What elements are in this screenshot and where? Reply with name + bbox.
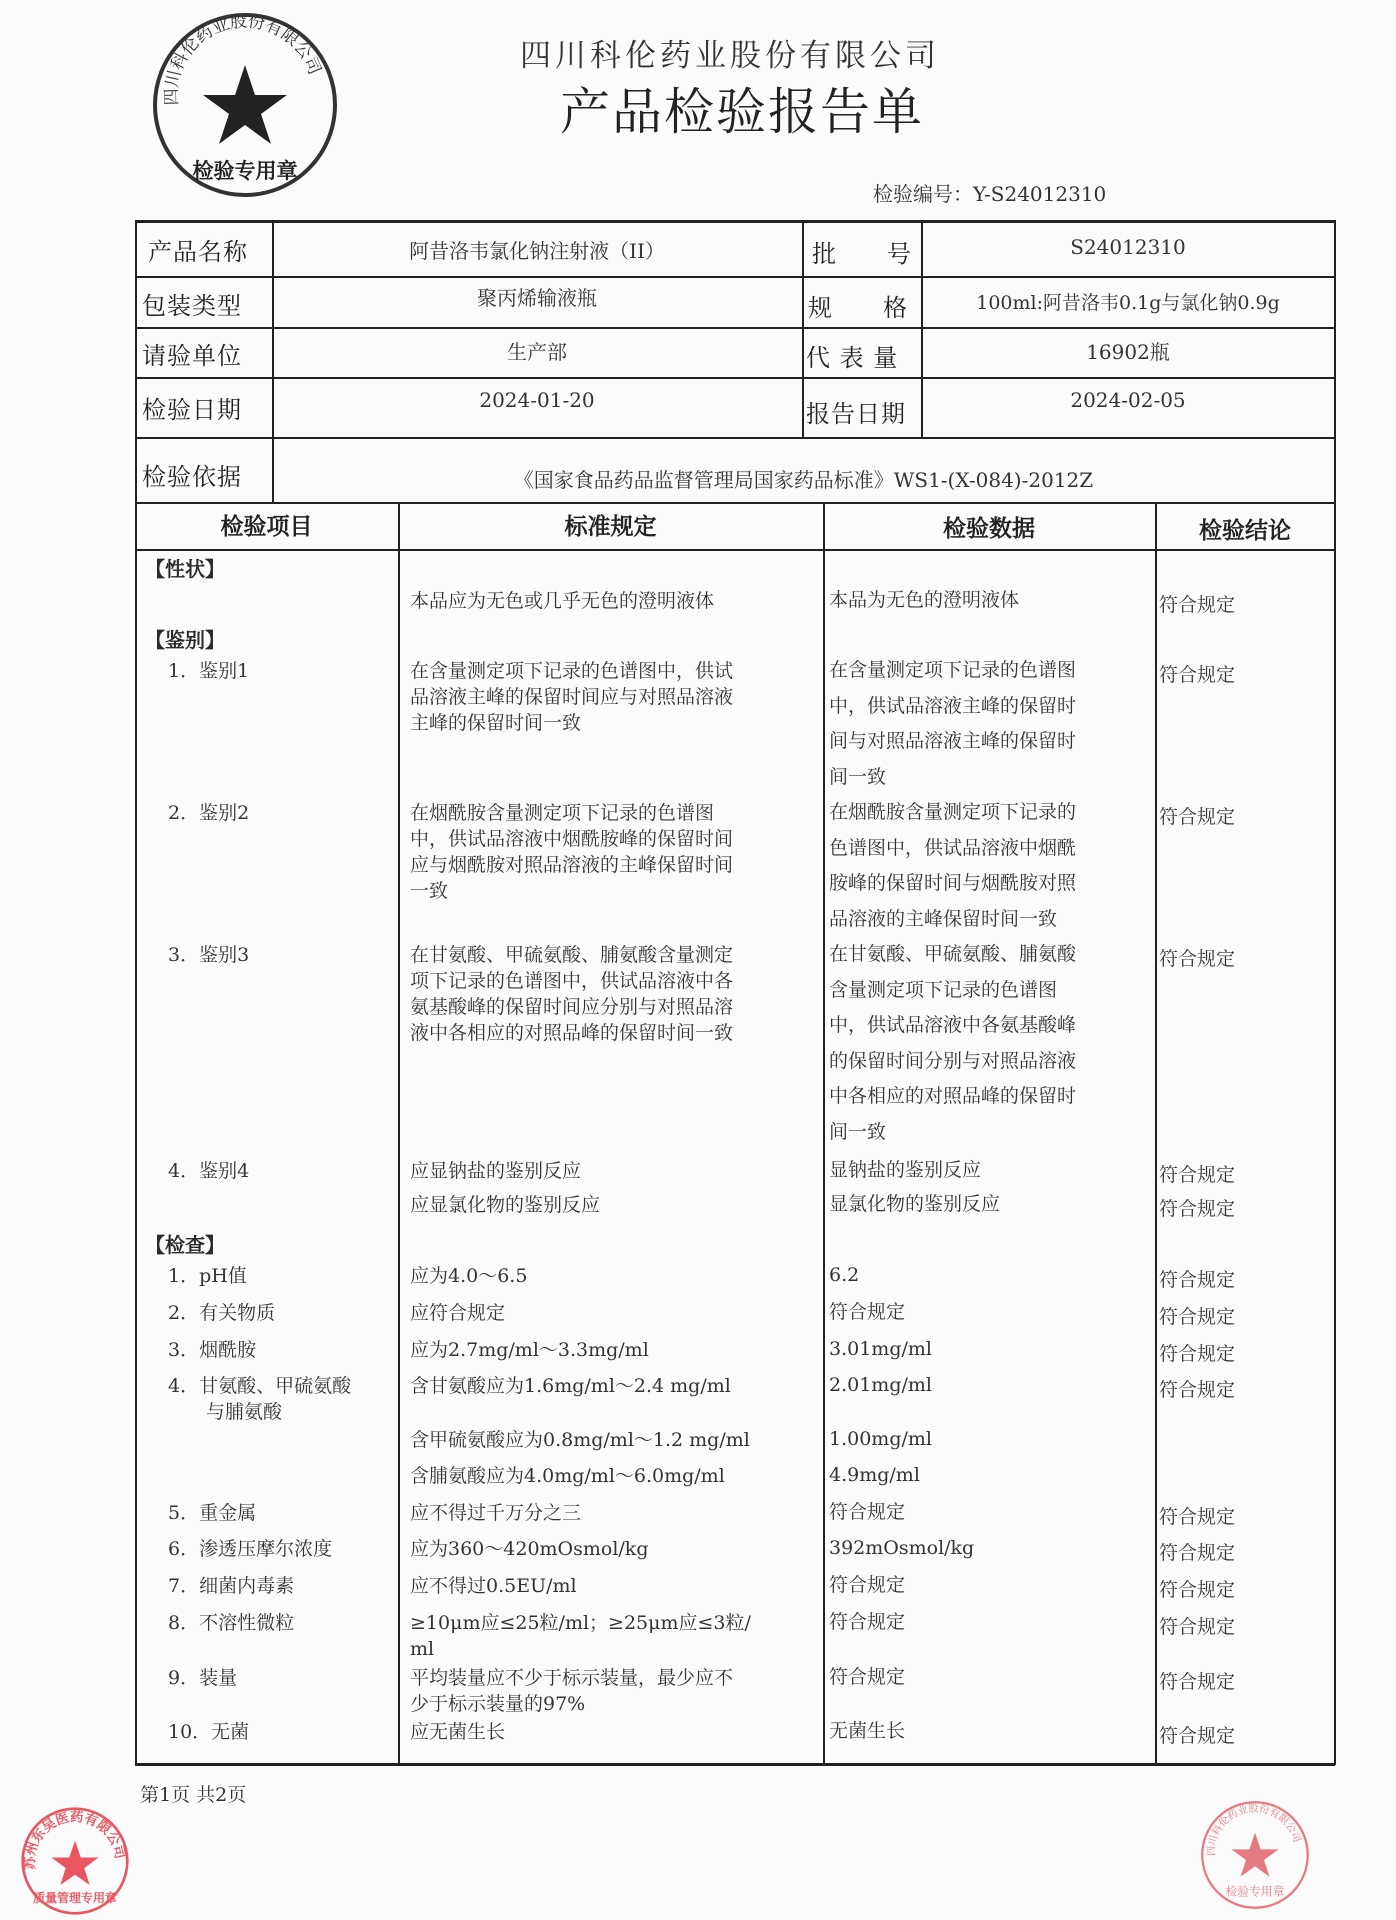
specification: 100ml:阿昔洛韦0.1g与氯化钠0.9g xyxy=(976,292,1280,314)
conclusion: 符合规定 xyxy=(1159,1379,1236,1401)
data-line: 的保留时间分别与对照品溶液 xyxy=(829,1049,1077,1072)
data-line: 显钠盐的鉴别反应 xyxy=(829,1159,982,1181)
conclusion: 符合规定 xyxy=(1159,806,1236,828)
conclusion: 符合规定 xyxy=(1159,1579,1236,1601)
test-data xyxy=(829,583,1019,619)
standard-line: 主峰的保留时间一致 xyxy=(410,712,582,734)
quantity-label: 代 表 量 xyxy=(806,344,899,372)
report-date-label: 报告日期 xyxy=(806,400,906,428)
data-line: 色谱图中，供试品溶液中烟酰 xyxy=(829,836,1077,859)
data-line: 在甘氨酸、甲硫氨酸、脯氨酸 xyxy=(829,943,1077,965)
standard-line: 少于标示装量的97% xyxy=(410,1693,586,1715)
data-line: 含量测定项下记录的色谱图 xyxy=(829,978,1058,1001)
data-line: 1.00mg/ml xyxy=(829,1428,932,1450)
test-item-name xyxy=(168,1573,294,1599)
test-item-line: 1．pH值 xyxy=(168,1265,247,1287)
standard-requirement xyxy=(410,1463,725,1489)
conclusion: 符合规定 xyxy=(1159,1725,1236,1747)
standard-requirement xyxy=(410,1500,581,1526)
header-conclusion: 检验结论 xyxy=(1199,518,1291,544)
standard-requirement xyxy=(410,1427,750,1453)
data-line: 在含量测定项下记录的色谱图 xyxy=(829,659,1077,681)
standard-line: 在烟酰胺含量测定项下记录的色谱图 xyxy=(410,802,715,824)
product-name-label: 产品名称 xyxy=(148,238,248,266)
test-item-line: 6．渗透压摩尔浓度 xyxy=(168,1538,333,1560)
test-item-line: 7．细菌内毒素 xyxy=(168,1575,295,1597)
quantity: 16902瓶 xyxy=(1086,340,1170,364)
test-data xyxy=(829,795,1076,937)
inspection-basis: 《国家食品药品监督管理局国家药品标准》WS1-(X-084)-2012Z xyxy=(513,468,1094,492)
standard-line: ml xyxy=(410,1638,435,1660)
divider xyxy=(135,276,1335,278)
data-line: 符合规定 xyxy=(829,1574,906,1596)
standard-line: 平均装量应不少于标示装量，最少应不 xyxy=(410,1667,734,1689)
standard-requirement xyxy=(410,1263,527,1289)
conclusion: 符合规定 xyxy=(1159,1506,1236,1528)
standard-line: 氨基酸峰的保留时间应分别与对照品溶 xyxy=(410,996,734,1018)
report-date: 2024-02-05 xyxy=(1070,388,1186,412)
test-item-line: 与脯氨酸 xyxy=(206,1401,283,1423)
data-line: 间一致 xyxy=(829,1120,887,1143)
test-item-name xyxy=(168,1719,249,1745)
standard-requirement xyxy=(410,1158,581,1184)
data-line: 在烟酰胺含量测定项下记录的 xyxy=(829,801,1077,823)
conclusion: 符合规定 xyxy=(1159,948,1236,970)
report-title: 产品检验报告单 xyxy=(560,83,924,141)
test-data xyxy=(829,1422,932,1458)
package-type: 聚丙烯输液瓶 xyxy=(477,286,597,310)
inspection-number-label: 检验编号： xyxy=(873,182,973,206)
test-item-line: 5．重金属 xyxy=(168,1502,257,1524)
test-item-line: 4．鉴别4 xyxy=(168,1160,250,1182)
svg-text:苏州东吴医药有限公司: 苏州东吴医药有限公司 xyxy=(23,1810,127,1870)
page-number: 第1页 共2页 xyxy=(140,1784,247,1806)
standard-line: 在甘氨酸、甲硫氨酸、脯氨酸含量测定 xyxy=(410,944,734,966)
svg-text:检验专用章: 检验专用章 xyxy=(1225,1884,1285,1899)
test-item-name xyxy=(168,1337,256,1363)
test-item-line: 1．鉴别1 xyxy=(168,660,250,682)
section-appearance: 【性状】 xyxy=(145,557,225,581)
company-name: 四川科伦药业股份有限公司 xyxy=(520,38,940,74)
test-data xyxy=(829,1495,905,1531)
test-item-name xyxy=(168,800,249,826)
standard-requirement xyxy=(410,1337,649,1363)
inspect-date-label: 检验日期 xyxy=(142,396,242,424)
inspection-seal-stamp-red xyxy=(1200,1800,1310,1910)
svg-text:四川科伦药业股份有限公司: 四川科伦药业股份有限公司 xyxy=(161,11,325,106)
standard-line: 应不得过0.5EU/ml xyxy=(410,1575,577,1597)
test-item-name xyxy=(168,658,249,684)
conclusion: 符合规定 xyxy=(1159,1616,1236,1638)
divider xyxy=(135,327,1335,329)
standard-line: 液中各相应的对照品峰的保留时间一致 xyxy=(410,1022,734,1044)
standard-requirement xyxy=(410,800,733,904)
conclusion: 符合规定 xyxy=(1159,1198,1236,1220)
test-item-line: 10．无菌 xyxy=(168,1721,250,1743)
standard-line: 应无菌生长 xyxy=(410,1721,506,1743)
conclusion: 符合规定 xyxy=(1159,1343,1236,1365)
standard-line: 应为360～420mOsmol/kg xyxy=(410,1538,649,1560)
header-standard: 标准规定 xyxy=(564,514,657,540)
svg-text:质量管理专用章: 质量管理专用章 xyxy=(33,1890,117,1905)
conclusion: 符合规定 xyxy=(1159,1306,1236,1328)
svg-text:四川科伦药业股份有限公司: 四川科伦药业股份有限公司 xyxy=(1206,1803,1303,1857)
test-data xyxy=(829,1458,920,1494)
test-item-line: 4．甘氨酸、甲硫氨酸 xyxy=(168,1375,352,1397)
header-data: 检验数据 xyxy=(943,516,1035,542)
test-item-line: 2．鉴别2 xyxy=(168,802,250,824)
divider xyxy=(135,220,137,1765)
data-line: 间一致 xyxy=(829,765,887,788)
standard-line: 应不得过千万分之三 xyxy=(410,1502,582,1524)
test-item-name xyxy=(168,942,249,968)
divider xyxy=(135,377,1335,379)
section-tests: 【检查】 xyxy=(145,1233,225,1257)
section-identification: 【鉴别】 xyxy=(145,628,225,652)
product-name: 阿昔洛韦氯化钠注射液（II） xyxy=(409,239,665,263)
conclusion: 符合规定 xyxy=(1159,1671,1236,1693)
data-line: 显氯化物的鉴别反应 xyxy=(829,1193,1001,1215)
inspection-number xyxy=(873,178,1106,207)
test-data xyxy=(829,1605,905,1641)
divider xyxy=(1334,220,1336,1765)
standard-line: ≥10μm应≤25粒/ml；≥25μm应≤3粒/ xyxy=(410,1612,751,1634)
test-data xyxy=(829,1258,859,1294)
standard-requirement xyxy=(410,1373,731,1399)
standard-line: 一致 xyxy=(410,880,449,902)
quality-seal-stamp-red xyxy=(20,1806,130,1916)
basis-label: 检验依据 xyxy=(142,463,242,491)
conclusion: 符合规定 xyxy=(1159,1164,1236,1186)
data-line: 胺峰的保留时间与烟酰胺对照 xyxy=(829,872,1077,894)
data-line: 2.01mg/ml xyxy=(829,1374,932,1396)
data-line: 本品为无色的澄明液体 xyxy=(829,589,1020,611)
test-item-line: 8．不溶性微粒 xyxy=(168,1612,295,1634)
batch-number: S24012310 xyxy=(1070,235,1186,259)
standard-line: 应为4.0～6.5 xyxy=(410,1265,528,1287)
divider xyxy=(802,220,804,437)
test-item-name xyxy=(168,1500,256,1526)
data-line: 间与对照品溶液主峰的保留时 xyxy=(829,730,1077,752)
standard-requirement xyxy=(410,1573,577,1599)
standard-requirement xyxy=(410,588,714,614)
standard-requirement xyxy=(410,1536,648,1562)
test-data xyxy=(829,1187,1000,1223)
test-item-line: 3．烟酰胺 xyxy=(168,1339,257,1361)
test-item-name xyxy=(168,1300,275,1326)
test-data xyxy=(829,1332,932,1368)
test-item-name xyxy=(168,1536,332,1562)
data-line: 6.2 xyxy=(829,1264,860,1286)
data-line: 中各相应的对照品峰的保留时 xyxy=(829,1085,1077,1107)
test-data xyxy=(829,1660,905,1696)
standard-line: 含脯氨酸应为4.0mg/ml～6.0mg/ml xyxy=(410,1465,725,1487)
data-line: 符合规定 xyxy=(829,1611,906,1633)
standard-requirement xyxy=(410,1192,600,1218)
standard-requirement xyxy=(410,1665,733,1717)
svg-text:检验专用章: 检验专用章 xyxy=(192,159,298,183)
divider xyxy=(135,220,1335,223)
test-item-line: 9．装量 xyxy=(168,1667,238,1689)
standard-requirement xyxy=(410,1610,751,1662)
test-item-name xyxy=(168,1665,237,1691)
conclusion: 符合规定 xyxy=(1159,1269,1236,1291)
test-item-line: 3．鉴别3 xyxy=(168,944,250,966)
conclusion: 符合规定 xyxy=(1159,594,1236,616)
standard-line: 本品应为无色或几乎无色的澄明液体 xyxy=(410,590,715,612)
inspection-seal-stamp-black xyxy=(150,10,340,200)
data-line: 符合规定 xyxy=(829,1301,906,1323)
test-data xyxy=(829,653,1076,795)
test-data xyxy=(829,1295,905,1331)
conclusion: 符合规定 xyxy=(1159,1542,1236,1564)
spec-label: 规 格 xyxy=(808,294,908,322)
test-item-name xyxy=(168,1263,247,1289)
header-item: 检验项目 xyxy=(220,514,313,540)
data-line: 符合规定 xyxy=(829,1501,906,1523)
data-line: 4.9mg/ml xyxy=(829,1464,920,1486)
data-line: 392mOsmol/kg xyxy=(829,1537,975,1559)
conclusion: 符合规定 xyxy=(1159,664,1236,686)
standard-line: 品溶液主峰的保留时间应与对照品溶液 xyxy=(410,686,734,708)
data-line: 无菌生长 xyxy=(829,1720,906,1742)
test-data xyxy=(829,1531,974,1567)
data-line: 中，供试品溶液中各氨基酸峰 xyxy=(829,1014,1077,1036)
data-line: 品溶液的主峰保留时间一致 xyxy=(829,907,1058,930)
inspect-date: 2024-01-20 xyxy=(479,388,595,412)
requester-label: 请验单位 xyxy=(142,342,242,370)
test-item-name xyxy=(168,1373,351,1425)
package-label: 包装类型 xyxy=(142,292,242,320)
test-data xyxy=(829,1368,932,1404)
standard-line: 含甲硫氨酸应为0.8mg/ml～1.2 mg/ml xyxy=(410,1429,750,1451)
test-data xyxy=(829,1568,905,1604)
standard-line: 应符合规定 xyxy=(410,1302,506,1324)
standard-line: 项下记录的色谱图中，供试品溶液中各 xyxy=(410,970,734,992)
standard-line: 中，供试品溶液中烟酰胺峰的保留时间 xyxy=(410,828,734,850)
batch-label: 批 号 xyxy=(812,240,912,268)
test-data xyxy=(829,937,1076,1150)
test-item-name xyxy=(168,1610,294,1636)
requester: 生产部 xyxy=(507,340,567,364)
divider xyxy=(823,502,825,1764)
standard-line: 含甘氨酸应为1.6mg/ml～2.4 mg/ml xyxy=(410,1375,731,1397)
data-line: 符合规定 xyxy=(829,1666,906,1688)
test-data xyxy=(829,1153,981,1189)
divider xyxy=(1155,502,1157,1764)
standard-line: 应为2.7mg/ml～3.3mg/ml xyxy=(410,1339,649,1361)
divider xyxy=(398,502,400,1764)
test-item-name xyxy=(168,1158,249,1184)
test-item-line: 2．有关物质 xyxy=(168,1302,276,1324)
standard-line: 应与烟酰胺对照品溶液的主峰保留时间 xyxy=(410,854,734,876)
data-line: 3.01mg/ml xyxy=(829,1338,932,1360)
standard-requirement xyxy=(410,1300,505,1326)
standard-line: 应显氯化物的鉴别反应 xyxy=(410,1194,601,1216)
data-line: 中，供试品溶液主峰的保留时 xyxy=(829,694,1077,717)
standard-requirement xyxy=(410,658,733,736)
inspection-number-value: Y-S24012310 xyxy=(973,182,1107,206)
standard-requirement xyxy=(410,1719,505,1745)
divider xyxy=(135,437,1335,439)
test-data xyxy=(829,1714,905,1750)
standard-line: 在含量测定项下记录的色谱图中，供试 xyxy=(410,660,734,682)
standard-requirement xyxy=(410,942,733,1046)
standard-line: 应显钠盐的鉴别反应 xyxy=(410,1160,582,1182)
